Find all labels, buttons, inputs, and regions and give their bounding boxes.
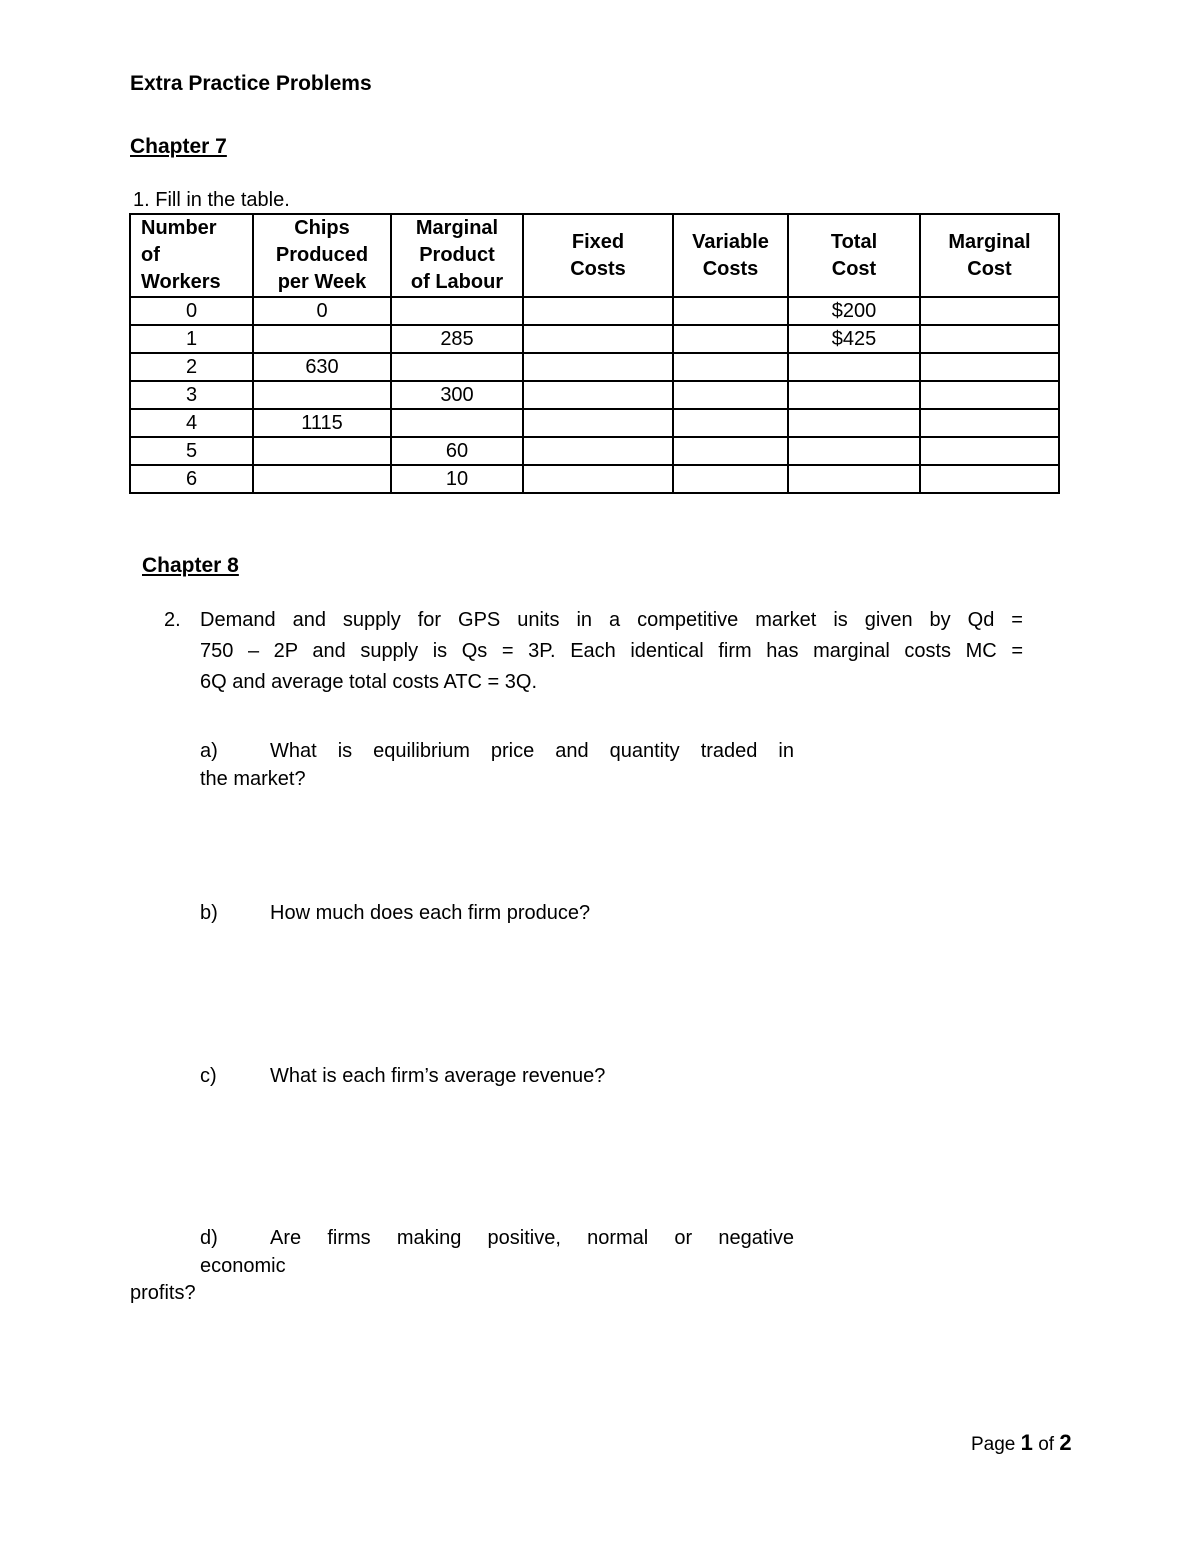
- table-cell: [788, 381, 920, 409]
- question-2-number: 2.: [164, 609, 181, 631]
- table-cell: [920, 409, 1059, 437]
- table-cell: [253, 437, 391, 465]
- table-cell: 5: [130, 437, 253, 465]
- part-d-line-3: profits?: [130, 1282, 196, 1304]
- table-cell: 0: [130, 297, 253, 325]
- table-cell: [523, 381, 673, 409]
- footer-page-total: 2: [1059, 1430, 1072, 1455]
- table-cell: [920, 325, 1059, 353]
- table-cell: 3: [130, 381, 253, 409]
- table-cell: [673, 409, 788, 437]
- page-number-footer: [971, 1430, 1072, 1456]
- header-marginal-product: Marginal Product of Labour: [391, 214, 523, 297]
- question-1-text: 1. Fill in the table.: [133, 189, 290, 211]
- question-2-line-2: 750 – 2P and supply is Qs = 3P. Each identical firm has marginal costs MC =: [200, 640, 1023, 662]
- header-total-cost: Total Cost: [788, 214, 920, 297]
- table-cell: [253, 325, 391, 353]
- table-cell: 630: [253, 353, 391, 381]
- header-marginal-cost: Marginal Cost: [920, 214, 1059, 297]
- question-2-line-1: Demand and supply for GPS units in a competitive market is given by Qd =: [200, 609, 1023, 631]
- table-cell: $200: [788, 297, 920, 325]
- table-cell: [523, 297, 673, 325]
- question-2-line-3: 6Q and average total costs ATC = 3Q.: [200, 671, 538, 693]
- table-cell: 4: [130, 409, 253, 437]
- table-header-row: [130, 214, 1059, 297]
- table-cell: 300: [391, 381, 523, 409]
- table-cell: [673, 465, 788, 493]
- part-a-line-2: the market?: [200, 768, 306, 790]
- table-cell: [788, 465, 920, 493]
- table-cell: [523, 353, 673, 381]
- table-cell: 1: [130, 325, 253, 353]
- header-chips-produced: Chips Produced per Week: [253, 214, 391, 297]
- part-d-line-2: economic: [200, 1255, 286, 1277]
- cost-table: [129, 213, 1060, 494]
- part-d-label: d): [200, 1227, 218, 1249]
- table-cell: [673, 353, 788, 381]
- table-cell: [788, 353, 920, 381]
- table-cell: [920, 381, 1059, 409]
- part-c-text: What is each firm’s average revenue?: [270, 1065, 606, 1087]
- table-cell: 10: [391, 465, 523, 493]
- chapter-8-heading: Chapter 8: [142, 554, 239, 577]
- table-cell: [523, 437, 673, 465]
- table-cell: [673, 437, 788, 465]
- table-cell: [391, 353, 523, 381]
- table-cell: [253, 381, 391, 409]
- part-a-line-1: What is equilibrium price and quantity traded in: [270, 740, 794, 762]
- table-cell: [788, 437, 920, 465]
- table-cell: [673, 297, 788, 325]
- table-row: [130, 353, 1059, 381]
- part-a-label: a): [200, 740, 218, 762]
- table-cell: [673, 325, 788, 353]
- table-cell: [253, 465, 391, 493]
- part-d-line-1: Are firms making positive, normal or negative: [270, 1227, 794, 1249]
- table-cell: [391, 297, 523, 325]
- table-cell: 2: [130, 353, 253, 381]
- table-cell: [920, 297, 1059, 325]
- table-row: [130, 465, 1059, 493]
- table-row: [130, 297, 1059, 325]
- table-row: [130, 325, 1059, 353]
- table-cell: [523, 409, 673, 437]
- footer-of-word: of: [1038, 1434, 1055, 1455]
- table-cell: [673, 381, 788, 409]
- part-b-label: b): [200, 902, 218, 924]
- table-cell: 60: [391, 437, 523, 465]
- table-row: [130, 437, 1059, 465]
- footer-page-number: 1: [1020, 1430, 1033, 1455]
- table-cell: [523, 465, 673, 493]
- chapter-7-heading: Chapter 7: [130, 135, 227, 158]
- table-cell: [920, 465, 1059, 493]
- header-variable-costs: Variable Costs: [673, 214, 788, 297]
- table-cell: [920, 353, 1059, 381]
- document-title: Extra Practice Problems: [130, 72, 372, 95]
- cost-table-body: [130, 297, 1059, 493]
- table-cell: [391, 409, 523, 437]
- table-cell: 1115: [253, 409, 391, 437]
- table-cell: 285: [391, 325, 523, 353]
- part-b-text: How much does each firm produce?: [270, 902, 591, 924]
- table-row: [130, 381, 1059, 409]
- table-cell: 6: [130, 465, 253, 493]
- table-cell: [788, 409, 920, 437]
- table-cell: $425: [788, 325, 920, 353]
- table-cell: [920, 437, 1059, 465]
- header-number-of-workers: Number of Workers: [130, 214, 253, 297]
- table-cell: 0: [253, 297, 391, 325]
- table-row: [130, 409, 1059, 437]
- header-fixed-costs: Fixed Costs: [523, 214, 673, 297]
- footer-page-word: Page: [971, 1434, 1016, 1455]
- table-cell: [523, 325, 673, 353]
- part-c-label: c): [200, 1065, 217, 1087]
